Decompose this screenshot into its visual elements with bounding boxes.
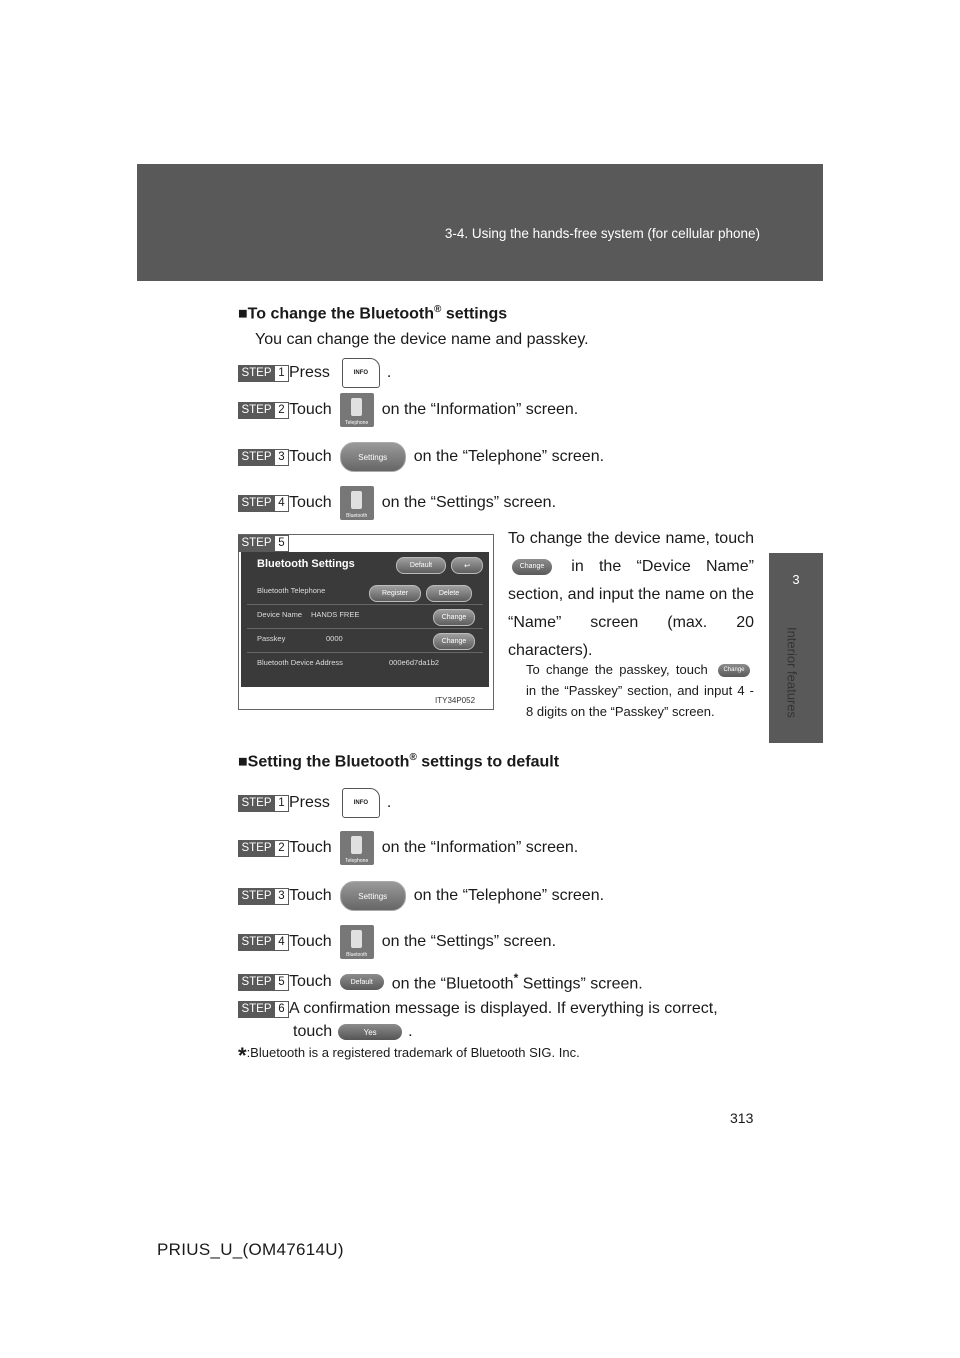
- screen-divider: [247, 628, 483, 629]
- image-code: ITY34P052: [435, 696, 476, 705]
- step-badge: STEP 3: [238, 449, 289, 466]
- step-badge: STEP 6: [238, 1001, 289, 1018]
- screen-divider: [247, 652, 483, 653]
- info-button-icon: INFO: [342, 358, 380, 388]
- section-title-default: ■Setting the Bluetooth® settings to default: [238, 752, 560, 771]
- step-badge: STEP 4: [238, 934, 289, 951]
- back-button: ↩: [451, 557, 483, 574]
- screen-title: Bluetooth Settings: [257, 558, 355, 570]
- footnote: *:Bluetooth is a registered trademark of Bluetooth SIG. Inc.: [238, 1043, 580, 1068]
- section-intro: You can change the device name and passkey.: [255, 331, 589, 348]
- model-code: PRIUS_U_(OM47614U): [157, 1240, 344, 1259]
- step-badge: STEP 5: [238, 974, 289, 991]
- chapter-label: Interior features: [784, 626, 800, 719]
- step-row: STEP 1 Press INFO .: [238, 358, 391, 388]
- bluetooth-icon: Bluetooth: [340, 486, 374, 520]
- step-row: STEP 6 A confirmation message is displayed. If everything is correct,: [238, 1000, 718, 1018]
- step-row: STEP 3 Touch Settings on the “Telephone” screen.: [238, 442, 604, 472]
- step-badge: STEP 1: [238, 795, 289, 812]
- screen-row-label: Passkey: [257, 634, 286, 643]
- default-button-icon: Default: [340, 974, 384, 990]
- delete-button: Delete: [426, 585, 472, 602]
- step-row: STEP 4 Touch Bluetooth on the “Settings” screen.: [238, 486, 556, 520]
- telephone-icon: Telephone: [340, 393, 374, 427]
- step-row: STEP 3 Touch Settings on the “Telephone” screen.: [238, 881, 604, 911]
- settings-button-icon: Settings: [340, 881, 406, 911]
- chapter-number: 3: [792, 572, 800, 587]
- register-button: Register: [369, 585, 421, 602]
- screen-row-label: Bluetooth Device Address: [257, 658, 343, 667]
- telephone-icon: Telephone: [340, 831, 374, 865]
- default-button: Default: [396, 557, 446, 574]
- step-row: STEP 2 Touch Telephone on the “Information” screen.: [238, 831, 578, 865]
- section-header: 3-4. Using the hands-free system (for cellular phone): [444, 226, 760, 241]
- step-row: STEP 4 Touch Bluetooth on the “Settings” screen.: [238, 925, 556, 959]
- step-badge: STEP 2: [238, 402, 289, 419]
- step5-note: To change the passkey, touch Change in the “Passkey” section, and input 4 - 8 digits on the “Passkey” screen.: [526, 662, 754, 719]
- passkey-value: 0000: [326, 634, 343, 643]
- settings-button-icon: Settings: [340, 442, 406, 472]
- step-row: STEP 1 Press INFO .: [238, 788, 391, 818]
- bluetooth-icon: Bluetooth: [340, 925, 374, 959]
- step-badge: STEP 1: [238, 365, 289, 382]
- step-row-continued: touch Yes .: [293, 1023, 413, 1040]
- step-badge: STEP 3: [238, 888, 289, 905]
- bluetooth-settings-screen: [241, 552, 489, 687]
- screen-divider: [247, 604, 483, 605]
- screen-row-label: Bluetooth Telephone: [257, 586, 326, 595]
- yes-button-icon: Yes: [338, 1024, 402, 1040]
- screen-row-label: Device Name: [257, 610, 303, 619]
- device-name-value: HANDS FREE: [311, 610, 360, 619]
- info-button-icon: INFO: [342, 788, 380, 818]
- step-badge: STEP 5: [238, 535, 289, 552]
- section-title-change: ■To change the Bluetooth® settings: [238, 304, 508, 323]
- change-button-icon: Change: [718, 664, 750, 677]
- change-button-icon: Change: [512, 559, 552, 575]
- step-row: STEP 2 Touch Telephone on the “Information” screen.: [238, 393, 578, 427]
- change-button: Change: [433, 609, 475, 626]
- step-badge: STEP 2: [238, 840, 289, 857]
- change-button: Change: [433, 633, 475, 650]
- step-row: STEP 5 Touch Default on the “Bluetooth* Settings” screen.: [238, 971, 643, 993]
- device-address-value: 000e6d7da1b2: [389, 658, 440, 667]
- step-badge: STEP 4: [238, 495, 289, 512]
- page-number: 313: [730, 1110, 754, 1126]
- header-bar: [137, 164, 823, 281]
- step5-instruction: To change the device name, touch Change in the “Device Name” section, and input the name on the “Name” screen (max. 20 characters).: [508, 530, 754, 659]
